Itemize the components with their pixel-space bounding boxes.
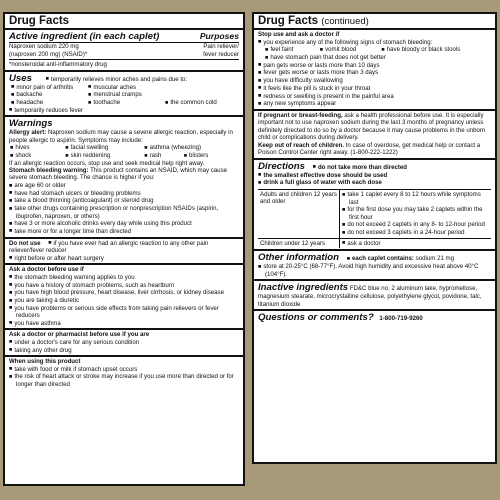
list-item: ■ have bloody or black stools xyxy=(381,46,491,54)
inactive-ingredients-text: FD&C blue no. 2 aluminum lake, hypromellose, magnesium stearate, microcrystalline cellulose, polyethylene glycol, povidone, talc, titanium dioxide xyxy=(258,285,482,308)
bleeding-warning-text: This product contains an NSAID, which may cause severe stomach bleeding. The chance is higher if you: xyxy=(9,167,228,182)
list-item: ■ feel faint xyxy=(265,46,320,54)
list-item: ■ are age 60 or older xyxy=(9,182,239,190)
adult-label: Adults and children 12 years and older xyxy=(258,190,340,239)
directions-top-2: ■ the smallest effective dose should be used xyxy=(258,172,491,180)
list-item: ■ do not exceed 2 caplets in any 8- to 12-hour period xyxy=(342,221,489,229)
uses-list xyxy=(9,84,239,107)
uses-title: Uses xyxy=(9,72,32,84)
other-info-item-1-value: sodium 21 mg xyxy=(415,255,455,263)
directions-section xyxy=(254,160,495,252)
list-item: ■ backache xyxy=(11,91,85,99)
list-item: ■ take 1 caplet every 8 to 12 hours while symptoms last xyxy=(342,191,489,206)
questions-title: Questions or comments? xyxy=(258,312,374,324)
list-item: ■ the stomach bleeding warning applies to you xyxy=(9,274,239,282)
ingredient-line-1: Naproxen sodium 220 mg xyxy=(9,43,79,51)
list-item: ■ take more or for a longer time than directed xyxy=(9,228,239,236)
active-ingredient-section xyxy=(5,30,243,71)
list-item: ■ minor pain of arthritis xyxy=(11,84,85,92)
other-info-title: Other information xyxy=(258,252,340,264)
purpose-line-2: fever reducer xyxy=(203,50,239,58)
list-item: ■ skin reddening xyxy=(65,152,144,160)
pregnancy-section xyxy=(254,111,495,160)
list-item: ■ have stomach pain that does not get better xyxy=(258,54,491,62)
list-item: ■ muscular aches xyxy=(88,84,162,92)
ask-pharmacist-section xyxy=(5,330,243,357)
other-info-section xyxy=(254,251,495,281)
list-item: ■ fever gets worse or lasts more than 3 days xyxy=(258,69,491,77)
pregnancy-label: If pregnant or breast-feeding, xyxy=(258,111,343,119)
do-not-use-label: Do not use xyxy=(9,239,41,247)
list-item: ■ facial swelling xyxy=(65,144,144,152)
list-item: ■ hives xyxy=(10,144,65,152)
purposes-title: Purposes xyxy=(199,31,239,42)
uses-section xyxy=(5,72,243,118)
list-item: ■ under a doctor's care for any serious condition xyxy=(9,339,239,347)
allergy-end: If an allergic reaction occurs, stop use and seek medical help right away. xyxy=(9,159,205,167)
list-item: ■ take other drugs containing prescription or nonprescription NSAIDs (aspirin, ibuprofen, naproxen, or others) xyxy=(9,205,239,220)
ingredient-line-2: (naproxen 200 mg) (NSAID)* xyxy=(9,50,88,58)
when-using-title: When using this product xyxy=(9,358,81,366)
when-using-section xyxy=(5,357,243,389)
list-item: ■ you have a history of stomach problems, such as heartburn xyxy=(9,282,239,290)
drug-facts-left-panel xyxy=(3,12,245,486)
other-info-item-2: ■ store at 20-25°C (68-77°F). Avoid high humidity and excessive heat above 40°C (104°F). xyxy=(258,263,491,278)
drug-facts-header: Drug Facts xyxy=(5,14,243,30)
list-item: ■ you have problems or serious side effects from taking pain relievers or fever reducers xyxy=(9,305,239,320)
questions-section xyxy=(254,311,495,324)
directions-top-3: ■ drink a full glass of water with each dose xyxy=(258,179,491,187)
bleeding-warning-label: Stomach bleeding warning: xyxy=(9,167,89,175)
adult-dosage xyxy=(340,190,491,239)
list-item: ■ asthma (wheezing) xyxy=(144,144,239,152)
nsaid-note: *nonsteroidal anti-inflammatory drug xyxy=(9,59,239,68)
allergy-alert-text: Naproxen sodium may cause a severe allergic reaction, especially in people allergic to aspirin. Symptoms may include: xyxy=(9,129,233,144)
bleeding-signs xyxy=(258,46,491,54)
list-item: ■ toothache xyxy=(88,99,162,107)
dosage-table xyxy=(258,189,491,248)
list-item: ■ if you have ever had an allergic reaction to any other pain reliever/fever reducer xyxy=(9,240,208,255)
other-info-item-1: ■ each caplet contains: xyxy=(347,255,414,262)
keep-out-label: Keep out of reach of children. xyxy=(258,141,344,149)
directions-top-1: ■ do not take more than directed xyxy=(313,164,407,171)
ask-doctor-section xyxy=(5,265,243,330)
list-item: ■ have had stomach ulcers or bleeding problems xyxy=(9,190,239,198)
child-label: Children under 12 years xyxy=(258,239,340,249)
list-item: ■ blisters xyxy=(184,152,239,160)
list-item: ■ do not exceed 3 caplets in a 24-hour period xyxy=(342,229,489,237)
list-item: ■ rash xyxy=(144,152,183,160)
list-item: ■ right before or after heart surgery xyxy=(9,255,239,263)
list-item: ■ vomit blood xyxy=(320,46,382,54)
list-item: ■ have 3 or more alcoholic drinks every day while using this product xyxy=(9,220,239,228)
ask-pharmacist-title: Ask a doctor or pharmacist before use if you are xyxy=(9,331,150,339)
pregnancy-text: ask a health professional before use. It is especially important not to use naproxen sodium during the last 3 months of pregnancy unless definitely directed to do so by a doctor because it may cause problems in the unborn child or complications during delivery. xyxy=(258,111,486,142)
active-ingredient-title: Active ingredient (in each caplet) xyxy=(9,31,160,43)
continued-label: (continued) xyxy=(321,16,369,27)
list-item: ■ shock xyxy=(10,152,65,160)
directions-title: Directions xyxy=(258,160,305,172)
stop-use-intro: ■ you experience any of the following signs of stomach bleeding: xyxy=(258,39,491,47)
ask-doctor-title: Ask a doctor before use if xyxy=(9,266,84,274)
uses-extra: ■ temporarily reduces fever xyxy=(9,107,239,115)
inactive-ingredients-title: Inactive ingredients xyxy=(258,282,349,294)
uses-intro: ■ temporarily relieves minor aches and pains due to: xyxy=(46,76,188,83)
symptoms-list xyxy=(9,144,239,152)
list-item: ■ it feels like the pill is stuck in your throat xyxy=(258,85,491,93)
questions-phone: 1-800-719-9260 xyxy=(379,315,423,323)
list-item: ■ headache xyxy=(11,99,85,107)
list-item: ■ the risk of heart attack or stroke may increase if you use more than directed or for longer than directed xyxy=(9,373,239,388)
list-item: ■ any new symptoms appear xyxy=(258,100,491,108)
drug-facts-header-right: Drug Facts xyxy=(258,15,319,27)
drug-facts-right-panel xyxy=(252,12,497,464)
list-item: ■ for the first dose you may take 2 caplets within the first hour xyxy=(342,206,489,221)
warnings-title: Warnings xyxy=(9,118,53,130)
drug-facts-continued-header xyxy=(254,14,495,30)
do-not-use-section xyxy=(5,239,243,266)
keep-out-text: In case of overdose, get medical help or contact a Poison Control Center right away. (1-800-222-1222) xyxy=(258,141,481,157)
list-item: ■ menstrual cramps xyxy=(88,91,162,99)
stop-use-section xyxy=(254,30,495,111)
warnings-section xyxy=(5,117,243,238)
list-item: ■ take with food or milk if stomach upset occurs xyxy=(9,366,239,374)
list-item: ■ take a blood thinning (anticoagulant) or steroid drug xyxy=(9,197,239,205)
list-item: ■ you have high blood pressure, heart disease, liver cirrhosis, or kidney disease xyxy=(9,289,239,297)
list-item: ■ pain gets worse or lasts more than 10 days xyxy=(258,62,491,70)
list-item: ■ you are taking a diuretic xyxy=(9,297,239,305)
stop-use-title: Stop use and ask a doctor if xyxy=(258,31,340,39)
inactive-ingredients-section xyxy=(254,281,495,311)
allergy-alert-label: Allergy alert: xyxy=(9,129,47,137)
purpose-line-1: Pain reliever/ xyxy=(203,43,239,51)
list-item: ■ redness or swelling is present in the painful area xyxy=(258,93,491,101)
list-item: ■ taking any other drug xyxy=(9,347,239,355)
list-item: ■ you have asthma xyxy=(9,320,239,328)
list-item: ■ the common cold xyxy=(165,99,239,107)
list-item: ■ you have difficulty swallowing xyxy=(258,77,491,85)
child-dosage: ■ ask a doctor xyxy=(340,239,491,249)
